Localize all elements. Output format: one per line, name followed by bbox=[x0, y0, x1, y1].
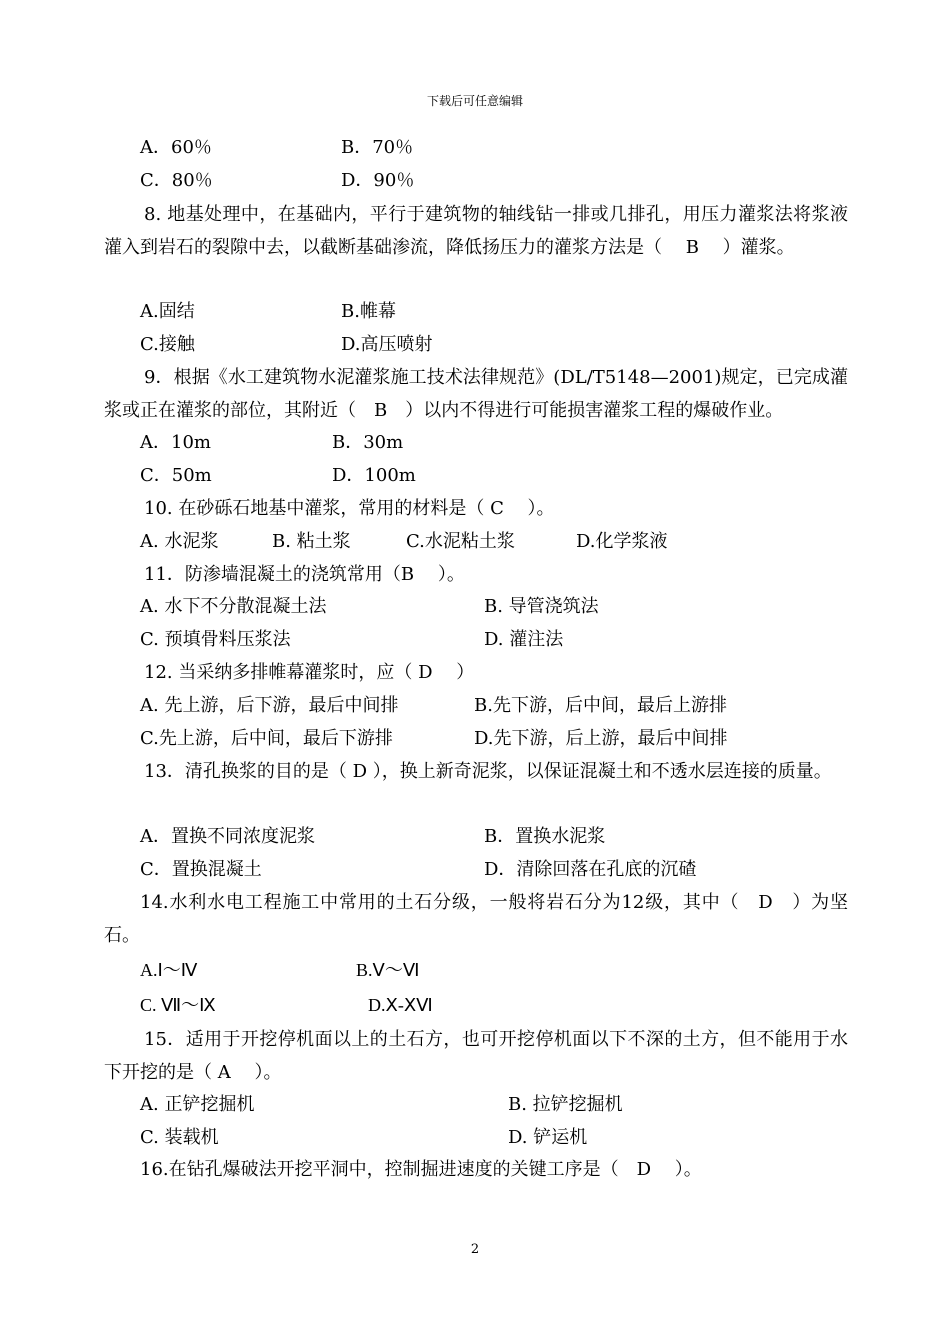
q11-question: 11．防渗墙混凝土的浇筑常用（B ）。 bbox=[144, 564, 465, 585]
q12-option-b: B.先下游，后中间，最后上游排 bbox=[474, 695, 727, 716]
q9-option-c: C．50m bbox=[140, 465, 212, 486]
q14-option-b: B.Ⅴ～Ⅵ bbox=[356, 960, 420, 980]
q7-option-a: A．60％ bbox=[140, 137, 212, 158]
q7-option-c: C．80％ bbox=[140, 170, 213, 191]
q8-option-c: C.接触 bbox=[140, 334, 195, 355]
q10-option-b: B. 粘土浆 bbox=[272, 531, 351, 552]
q11-option-d: D. 灌注法 bbox=[484, 629, 564, 650]
q11-option-a: A. 水下不分散混凝土法 bbox=[140, 596, 327, 617]
q15-question: 15．适用于开挖停机面以上的土石方，也可开挖停机面以下不深的土方，但不能用于水下开挖的是（ A ）。 bbox=[104, 1029, 848, 1083]
q12-option-a: A. 先上游，后下游，最后中间排 bbox=[140, 695, 399, 716]
q16-question: 16.在钻孔爆破法开挖平洞中，控制掘进速度的关键工序是（ D ）。 bbox=[140, 1159, 702, 1180]
q9-question: 9．根据《水工建筑物水泥灌浆施工技术法律规范》(DL/T5148—2001)规定，已完成灌浆或正在灌浆的部位，其附近（ B ）以内不得进行可能损害灌浆工程的爆破作业。 bbox=[104, 367, 848, 421]
page-header: 下载后可任意编辑 bbox=[426, 94, 523, 108]
q11-option-b: B. 导管浇筑法 bbox=[484, 596, 599, 617]
q9-option-a: A．10m bbox=[140, 432, 211, 453]
q14-option-c: C. Ⅶ～Ⅸ bbox=[140, 995, 216, 1015]
q13-option-a: A．置换不同浓度泥浆 bbox=[140, 826, 315, 847]
q10-option-a: A. 水泥浆 bbox=[140, 531, 219, 552]
q7-option-b: B．70％ bbox=[341, 137, 414, 158]
q11-option-c: C. 预填骨料压浆法 bbox=[140, 629, 291, 650]
q13-option-d: D．清除回落在孔底的沉碴 bbox=[484, 859, 697, 880]
q8-option-b: B.帷幕 bbox=[341, 301, 396, 322]
q10-option-d: D.化学浆液 bbox=[576, 531, 668, 552]
q14-option-d: D.Ⅹ-ⅩⅥ bbox=[368, 995, 433, 1015]
q8-option-a: A.固结 bbox=[140, 301, 195, 322]
q15-option-d: D. 铲运机 bbox=[508, 1127, 588, 1148]
q10-question: 10. 在砂砾石地基中灌浆，常用的材料是（ C ）。 bbox=[144, 498, 555, 519]
q10-option-c: C.水泥粘土浆 bbox=[406, 531, 515, 552]
q12-option-d: D.先下游，后上游，最后中间排 bbox=[474, 728, 728, 749]
q7-option-d: D．90％ bbox=[341, 170, 415, 191]
q9-option-b: B．30m bbox=[332, 432, 404, 453]
q13-option-b: B．置换水泥浆 bbox=[484, 826, 606, 847]
q15-option-c: C. 装载机 bbox=[140, 1127, 219, 1148]
q12-option-c: C.先上游，后中间，最后下游排 bbox=[140, 728, 393, 749]
q8-option-d: D.高压喷射 bbox=[341, 334, 433, 355]
page-number: 2 bbox=[470, 1242, 480, 1257]
q9-option-d: D．100m bbox=[332, 465, 416, 486]
q13-option-c: C．置换混凝土 bbox=[140, 859, 262, 880]
q13-question: 13．清孔换浆的目的是（ D ），换上新奇泥浆，以保证混凝土和不透水层连接的质量。 bbox=[144, 761, 832, 782]
q12-question: 12. 当采纳多排帷幕灌浆时，应（ D ） bbox=[144, 662, 475, 683]
q14-question: 14.水利水电工程施工中常用的土石分级，一般将岩石分为12级，其中（ D ）为坚石。 bbox=[104, 892, 848, 946]
q8-question: 8. 地基处理中，在基础内，平行于建筑物的轴线钻一排或几排孔，用压力灌浆法将浆液灌入到岩石的裂隙中去，以截断基础渗流，降低扬压力的灌浆方法是（ B ）灌浆。 bbox=[104, 204, 848, 258]
q15-option-a: A. 正铲挖掘机 bbox=[140, 1094, 255, 1115]
q14-option-a: A.Ⅰ～Ⅳ bbox=[140, 960, 198, 980]
q15-option-b: B. 拉铲挖掘机 bbox=[508, 1094, 623, 1115]
